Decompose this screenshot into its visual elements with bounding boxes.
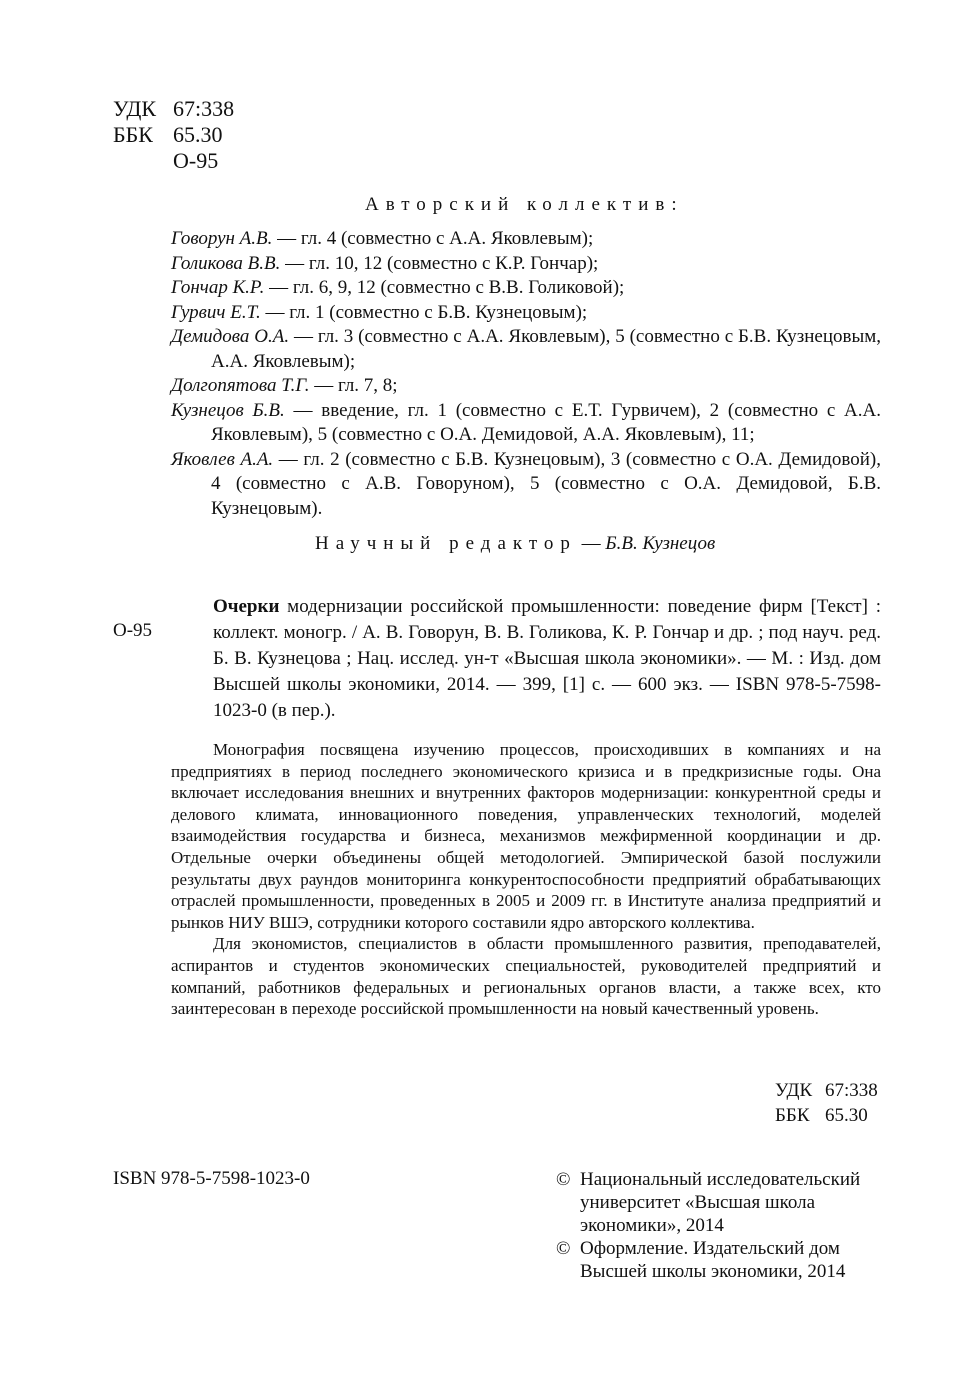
author-mark xyxy=(113,148,234,174)
udk-code xyxy=(113,96,234,122)
annotation-paragraph: Монография посвящена изучению процессов, происходивших в компаниях и на предприятиях в период последнего экономического кризиса и в предкризисные годы. Она включает исследования внешних и внутренних факторов модернизации: конкурентной среды и делового климата, инновационного поведения, управленческих технологий, моделей взаимодействия государства и бизнеса, механизмов межфирменной координации и др. Отдельные очерки объединены общей методологией. Эмпирической базой послужили результаты двух раундов мониторинга конкурентоспособности предприятий обрабатывающих отраслей промышленности, проведенных в 2005 и 2009 гг. в Институте анализа предприятий и рынков НИУ ВШЭ, сотрудники которого составили ядро авторского коллектива. xyxy=(171,740,881,932)
code-value: 67:338 xyxy=(173,96,235,121)
editor-dash: — xyxy=(576,533,606,554)
catalog-mark: О-95 xyxy=(113,620,153,641)
author-name: Демидова О.А. xyxy=(171,326,290,347)
copyright-text: Национальный исследовательский университет «Высшая школа экономики», 2014 xyxy=(580,1169,861,1236)
author-entry xyxy=(171,252,881,277)
copyright-text: Оформление. Издательский дом Высшей школы экономики, 2014 xyxy=(580,1238,846,1282)
copyright-block xyxy=(556,1168,886,1283)
catalog-record xyxy=(171,594,881,724)
author-entry xyxy=(171,325,881,374)
author-chapters: — гл. 6, 9, 12 (совместно с В.В. Голиковой); xyxy=(264,277,625,298)
author-name: Долгопятова Т.Г. xyxy=(171,375,310,396)
author-chapters: — гл. 10, 12 (совместно с К.Р. Гончар); xyxy=(280,252,599,274)
bbk-code xyxy=(775,1103,878,1128)
authors-heading: Авторский коллектив: xyxy=(365,194,684,215)
copyright-icon: © xyxy=(556,1169,571,1190)
author-name: Голикова В.В. xyxy=(171,252,281,274)
code-label xyxy=(113,148,173,174)
copyright-item xyxy=(556,1168,886,1237)
author-chapters: — гл. 4 (совместно с А.А. Яковлевым); xyxy=(272,228,594,249)
code-value: 67:338 xyxy=(825,1080,878,1101)
code-value: 65.30 xyxy=(825,1105,868,1126)
author-entry xyxy=(171,276,881,301)
annotation-paragraph: Для экономистов, специалистов в области промышленного развития, преподавателей, аспирантов и студентов экономических специальностей, руководителей предприятий и компаний, работников федеральных и региональных органов власти, а также всех, кто заинтересован в переходе российской промышленности на новый качественный уровень. xyxy=(171,934,881,1019)
copyright-icon: © xyxy=(556,1238,571,1259)
code-value: О-95 xyxy=(173,148,219,173)
author-chapters: — введение, гл. 1 (совместно с Е.Т. Гурвичем), 2 (совместно с А.А. Яковлевым), 5 (совместно с О.А. Демидовой, А.А. Яковлевым), 11; xyxy=(211,399,881,445)
classification-codes-bottom xyxy=(775,1078,878,1128)
author-entry xyxy=(171,301,881,326)
author-name: Говорун А.В. xyxy=(171,228,273,249)
author-name: Гурвич Е.Т. xyxy=(171,301,261,323)
author-entry xyxy=(171,448,881,522)
catalog-title: Очерки xyxy=(213,596,280,617)
authors-list xyxy=(171,227,881,521)
code-label: ББК xyxy=(113,122,153,147)
author-chapters: — гл. 2 (совместно с Б.В. Кузнецовым), 3 (совместно с О.А. Демидовой), 4 (совместно с А.В. Говоруном), 5 (совместно с О.А. Демидовой, Б.В. Кузнецовым). xyxy=(211,448,881,519)
author-chapters: — гл. 3 (совместно с А.А. Яковлевым), 5 (совместно с Б.В. Кузнецовым, А.А. Яковлевым); xyxy=(211,326,881,372)
author-entry xyxy=(171,374,881,399)
catalog-description xyxy=(171,594,881,724)
isbn: ISBN 978-5-7598-1023-0 xyxy=(113,1168,310,1189)
editor-name: Б.В. Кузнецов xyxy=(605,533,716,554)
annotation xyxy=(171,739,881,1020)
author-name: Кузнецов Б.В. xyxy=(171,399,285,421)
author-entry xyxy=(171,399,881,448)
code-label: УДК xyxy=(775,1080,813,1101)
catalog-text: модернизации российской промышленности: поведение фирм [Текст] : коллект. моногр. / А. В. Говорун, В. В. Голикова, К. Р. Гончар и др. ; под науч. ред. Б. В. Кузнецова ; Нац. исслед. ун-т «Высшая школа экономики». — М. : Изд. дом Высшей школы экономики, 2014. — 399, [1] с. — 600 экз. — ISBN 978-5-7598-1023-0 (в пер.). xyxy=(213,596,881,721)
author-entry xyxy=(171,227,881,252)
copyright-item xyxy=(556,1237,886,1283)
bbk-code xyxy=(113,122,234,148)
udk-code xyxy=(775,1078,878,1103)
classification-codes xyxy=(113,96,234,174)
scientific-editor xyxy=(315,533,715,555)
author-chapters: — гл. 1 (совместно с Б.В. Кузнецовым); xyxy=(260,301,588,323)
author-name: Яковлев А.А. xyxy=(171,448,274,470)
code-value: 65.30 xyxy=(173,122,223,147)
code-label: УДК xyxy=(113,96,157,121)
code-label: ББК xyxy=(775,1105,810,1126)
editor-label: Научный редактор xyxy=(315,533,577,554)
author-name: Гончар К.Р. xyxy=(171,277,265,298)
author-chapters: — гл. 7, 8; xyxy=(309,375,398,396)
